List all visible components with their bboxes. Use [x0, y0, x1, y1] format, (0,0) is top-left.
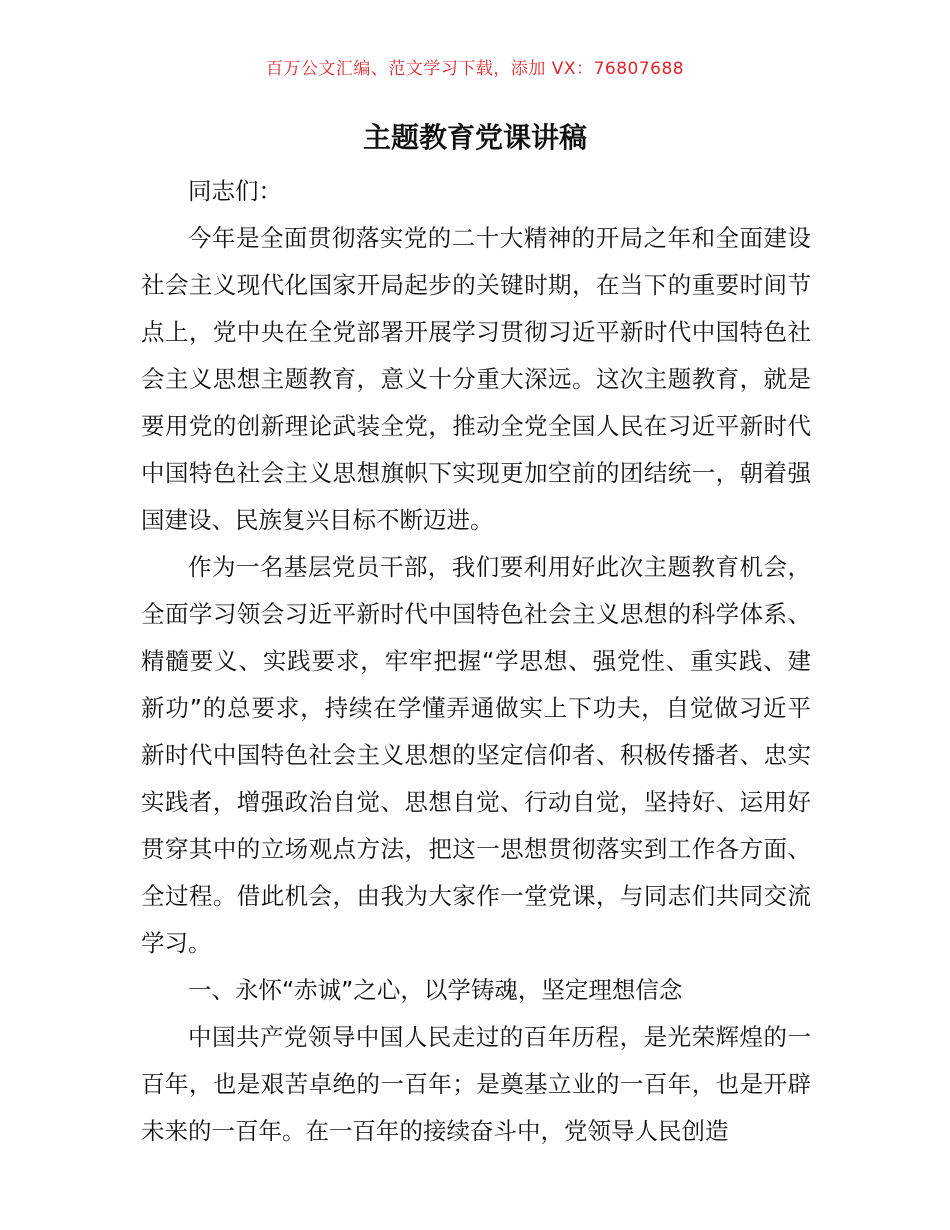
section-heading: 一、永怀“赤诚”之心，以学铸魂，坚定理想信念	[188, 976, 683, 1004]
salutation-paragraph: 同志们：	[188, 177, 282, 205]
document-body	[141, 168, 811, 1155]
header-banner: 百万公文汇编、范文学习下载，添加 VX：76807688	[265, 59, 685, 79]
purpose-paragraph: 作为一名基层党员干部，我们要利用好此次主题教育机会，全面学习领会习近平新时代中国特色社会主义思想的科学体系、精髓要义、实践要求，牢牢把握“学思想、强党性、重实践、建新功”的总要求，持续在学懂弄通做实上下功夫，自觉做习近平新时代中国特色社会主义思想的坚定信仰者、积极传播者、忠实实践者，增强政治自觉、思想自觉、行动自觉，坚持好、运用好贯穿其中的立场观点方法，把这一思想贯彻落实到工作各方面、全过程。借此机会，由我为大家作一堂党课，与同志们共同交流学习。	[141, 553, 811, 957]
document-title: 主题教育党课讲稿	[362, 121, 587, 154]
intro-paragraph: 今年是全面贯彻落实党的二十大精神的开局之年和全面建设社会主义现代化国家开局起步的关键时期，在当下的重要时间节点上，党中央在全党部署开展学习贯彻习近平新时代中国特色社会主义思想主题教育，意义十分重大深远。这次主题教育，就是要用党的创新理论武装全党，推动全党全国人民在习近平新时代中国特色社会主义思想旗帜下实现更加空前的团结统一，朝着强国建设、民族复兴目标不断迈进。	[141, 224, 811, 534]
section-paragraph: 中国共产党领导中国人民走过的百年历程，是光荣辉煌的一百年，也是艰苦卓绝的一百年；是奠基立业的一百年，也是开辟未来的一百年。在一百年的接续奋斗中，党领导人民创造	[141, 1023, 811, 1145]
